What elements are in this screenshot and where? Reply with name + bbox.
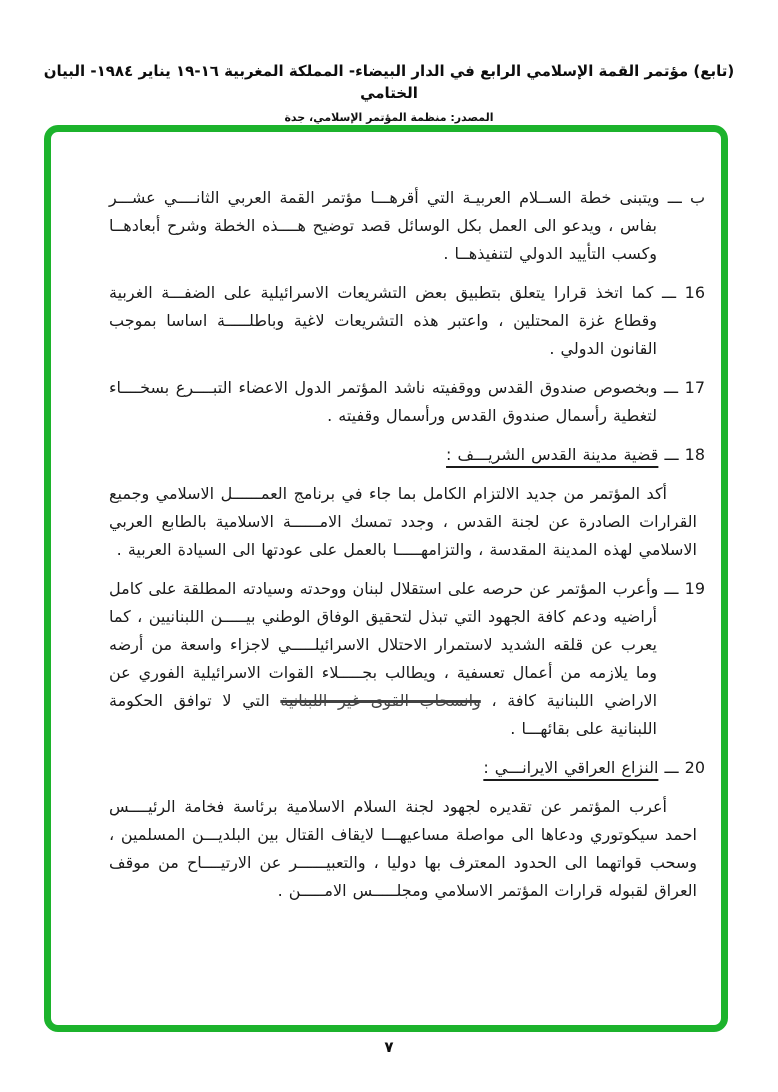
document-body — [51, 132, 721, 1025]
document-source-line: المصدر: منظمة المؤتمر الإسلامي، جدة — [284, 111, 494, 124]
clause-20-heading-line — [109, 754, 705, 782]
clause-20-section-heading: النزاع العراقي الايرانـــي : — [483, 758, 659, 777]
clause-19-marker: 19 ـــ — [664, 579, 705, 598]
clause-16 — [109, 279, 705, 363]
clause-b — [109, 184, 705, 268]
clause-16-marker: 16 ـــ — [662, 283, 705, 302]
clause-20-marker: 20 ـــ — [664, 758, 705, 777]
clause-b-marker: ب ـــ — [667, 188, 706, 207]
clause-18-paragraph: أكد المؤتمر من جديد الالتزام الكامل بما جاء في برنامج العمــــــل الاسلامي وجميع القرارات الصادرة عن لجنة القدس ، وجدد تمسك الامــــــة الاسلامية بالطابع العربي الاسلامي لهذه المدينة المقدسة ، والتزامهـــــا بالعمل على عودتها الى السيادة العربية . — [109, 484, 697, 559]
clause-19 — [109, 575, 705, 743]
green-highlight-frame — [44, 125, 728, 1032]
clause-19-text: وأعرب المؤتمر عن حرصه على استقلال لبنان ووحدته وسيادته المطلقة على كامل أراضيه ودعم كافة الجهود التي تبذل لتحقيق الوفاق الوطني بيـــــن اللبنانيين ، كما يعرب عن قلقه الشديد لاستمرار الاحتلال الاسرائيلـــــي لاجزاء واسعة من أرضه وما يلازمه من أعمال تعسفية ، ويطالب بجـــــلاء القوات الاسرائيلية الفوري عن الاراضي اللبنانية كافة ، — [109, 579, 659, 710]
page-number: ٧ — [384, 1038, 394, 1056]
clause-19-text-after: التي لا توافق الحكومة اللبنانية على بقائهـــا . — [109, 691, 657, 738]
clause-18-heading-line — [109, 441, 705, 469]
clause-b-text: ويتبنى خطة الســلام العربيـة التي أقرهـــا مؤتمر القمة العربي الثانــــي عشـــر بفاس ، ويدعو الى العمل بكل الوسائل قصد توضيح هــــذه الخطة وشرح أبعادهــا وكسب التأييد الدولي لتنفيذهــا . — [109, 188, 660, 263]
clause-18-section-heading: قضية مدينة القدس الشريـــف : — [446, 445, 659, 464]
clause-17-marker: 17 ـــ — [663, 378, 706, 397]
document-title: (تابع) مؤتمر القمة الإسلامي الرابع في الدار البيضاء- المملكة المغربية ١٦-١٩ يناير ١٩٨٤- البيان الختامي — [43, 62, 735, 102]
clause-20-paragraph: أعرب المؤتمر عن تقديره لجهود لجنة السلام الاسلامية برئاسة فخامة الرئيــــس احمد سيكوتوري ودعاها الى مواصلة مساعيهـــا لايقاف القتال بين البلديـــن المسلمين ، وسحب قواتهما الى الحدود المعترف بها دوليا ، والتعبيــــــر عن الارتيــــاح من موقف العراق لقبوله قرارات المؤتمر الاسلامي ومجلـــــس الامـــــن . — [109, 797, 697, 900]
document-header — [0, 60, 778, 124]
clause-19-struck-text: وانسحاب القوى غير اللبنانية — [280, 691, 481, 710]
clause-17-text: وبخصوص صندوق القدس ووقفيته ناشد المؤتمر الدول الاعضاء التبــــرع بسخــــاء لتغطية رأسمال صندوق القدس ورأسمال وقفيته . — [109, 378, 658, 425]
clause-18-marker: 18 ـــ — [664, 445, 705, 464]
clause-16-text: كما اتخذ قرارا يتعلق بتطبيق بعض التشريعات الاسرائيلية على الضفـــة الغربية وقطاع غزة المحتلين ، واعتبر هذه التشريعات لاغية وباطلـــــة اساسا بموجب القانون الدولي . — [109, 283, 657, 358]
clause-17 — [109, 374, 705, 430]
